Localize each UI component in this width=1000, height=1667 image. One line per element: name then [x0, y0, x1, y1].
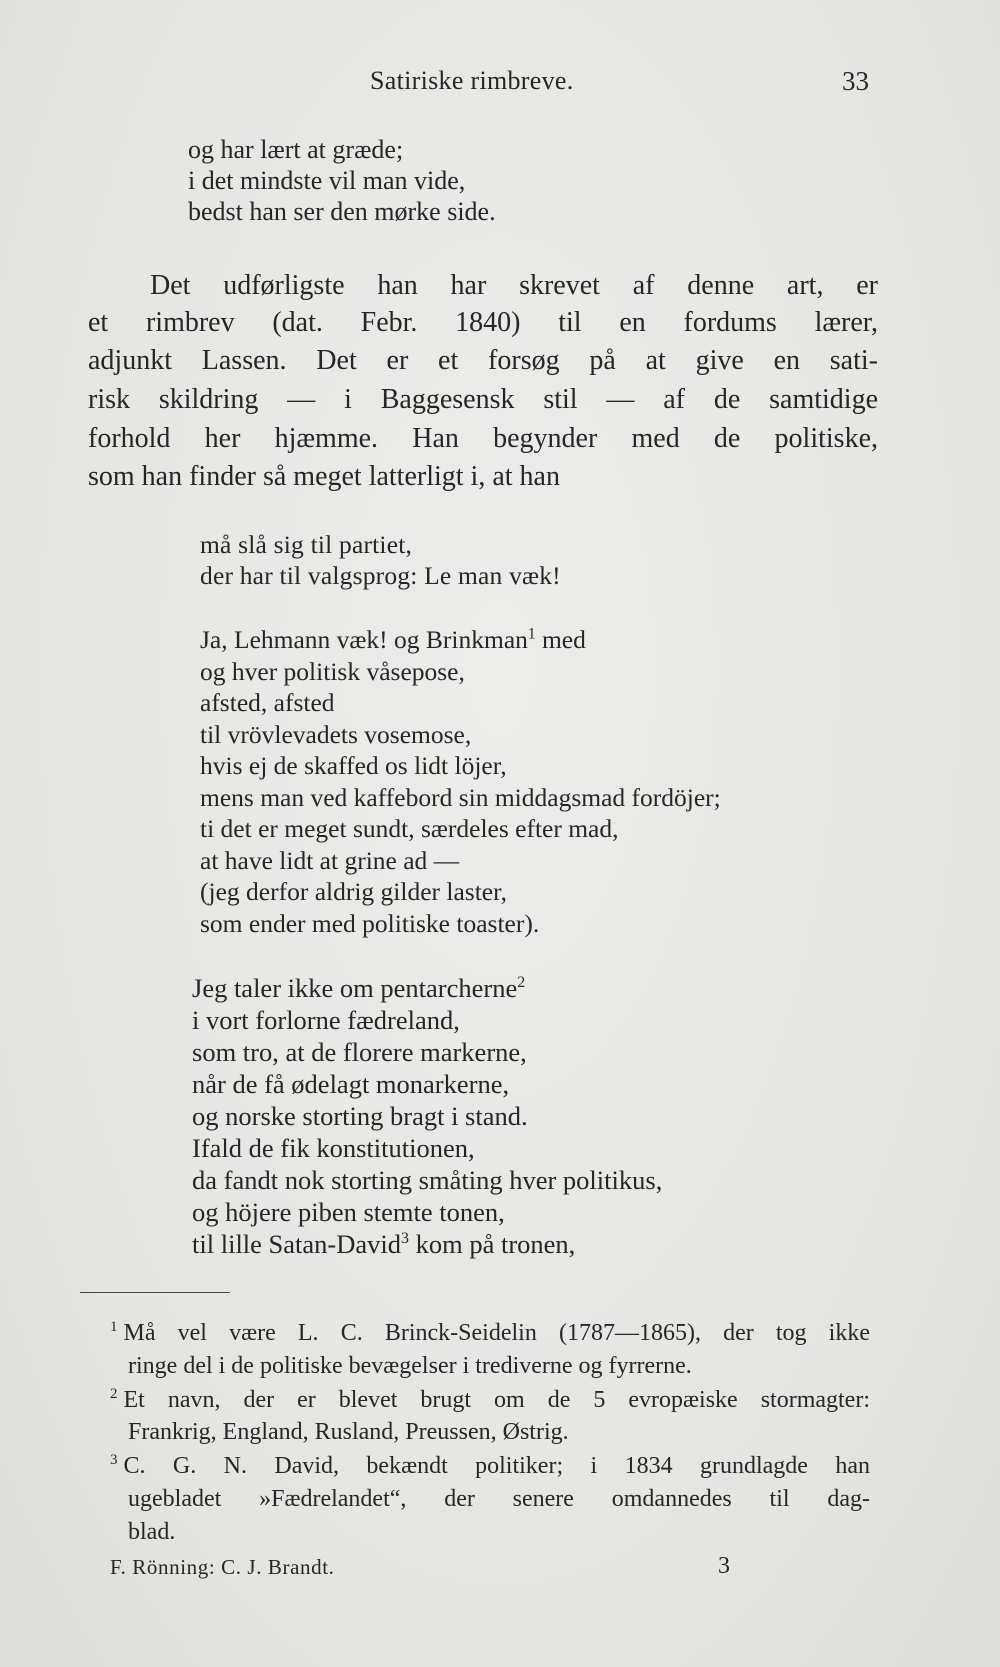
verse-line: til lille Satan-David$^3$ kom på tronen, [192, 1229, 576, 1259]
footnote-3: $^3$ C. G. N. David, bekændt politiker; i 1834 grundlagde han [110, 1452, 870, 1479]
verse-line: og norske storting bragt i stand. [192, 1101, 528, 1131]
verse-line: Ifald de fik konstitutionen, [192, 1133, 475, 1163]
verse-line: som tro, at de florere markerne, [192, 1037, 527, 1067]
verse-line: og har lært at græde; [188, 135, 404, 164]
running-header: Satiriske rimbreve. [370, 66, 574, 95]
verse-line: til vrövlevadets vosemose, [200, 720, 472, 749]
paragraph-line: et rimbrev (dat. Febr. 1840) til en fordums lærer, [88, 307, 878, 338]
verse-line: mens man ved kaffebord sin middagsmad fordöjer; [200, 783, 721, 812]
paragraph-line: risk skildring — i Baggesensk stil — af de samtidige [88, 384, 878, 415]
verse-line: når de få ødelagt monarkerne, [192, 1069, 510, 1099]
footnote-2-cont: Frankrig, England, Rusland, Preussen, Østrig. [128, 1419, 569, 1445]
footnote-divider [80, 1292, 230, 1293]
paragraph-line: adjunkt Lassen. Det er et forsøg på at give en sati- [88, 345, 878, 376]
footnote-1: $^1$ Må vel være L. C. Brinck-Seidelin (1787—1865), der tog ikke [110, 1319, 870, 1346]
verse-line: der har til valgsprog: Le man væk! [200, 561, 561, 590]
verse-line: Ja, Lehmann væk! og Brinkman$^1$ med [200, 625, 586, 654]
printer-signature: F. Rönning: C. J. Brandt. [110, 1555, 335, 1579]
footnote-3-cont: ugebladet »Fædrelandet“, der senere omdannedes til dag- [128, 1486, 870, 1512]
verse-line: ti det er meget sundt, særdeles efter mad, [200, 814, 619, 843]
page-number: 33 [842, 66, 869, 96]
verse-line: bedst han ser den mørke side. [188, 197, 496, 226]
verse-line: afsted, afsted [200, 688, 335, 717]
verse-line: Jeg taler ikke om pentarcherne$^2$ [192, 973, 526, 1003]
verse-line: i vort forlorne fædreland, [192, 1005, 460, 1035]
verse-line: må slå sig til partiet, [200, 530, 413, 559]
verse-line: i det mindste vil man vide, [188, 166, 466, 195]
footnote-ref: 2 [517, 974, 526, 992]
footnote-ref: 3 [401, 1230, 409, 1248]
paragraph-line: som han finder så meget latterligt i, at han [88, 461, 560, 492]
footnote-1-cont: ringe del i de politiske bevægelser i trediverne og fyrrerne. [128, 1353, 692, 1379]
paragraph-line: Det udførligste han har skrevet af denne art, er [150, 270, 878, 301]
verse-line: som ender med politiske toaster). [200, 909, 540, 938]
footnote-ref: 1 [527, 625, 536, 643]
verse-line: (jeg derfor aldrig gilder laster, [200, 877, 507, 906]
verse-line: at have lidt at grine ad — [200, 846, 460, 875]
verse-line: da fandt nok storting småting hver politikus, [192, 1165, 663, 1195]
footnote-3-cont: blad. [128, 1519, 176, 1545]
paragraph-line: forhold her hjæmme. Han begynder med de politiske, [88, 423, 878, 454]
verse-line: hvis ej de skaffed os lidt löjer, [200, 751, 507, 780]
sheet-number: 3 [718, 1553, 730, 1579]
footnote-2: $^2$ Et navn, der er blevet brugt om de 5 evropæiske stormagter: [110, 1386, 870, 1413]
verse-line: og höjere piben stemte tonen, [192, 1197, 505, 1227]
verse-line: og hver politisk våsepose, [200, 657, 465, 686]
